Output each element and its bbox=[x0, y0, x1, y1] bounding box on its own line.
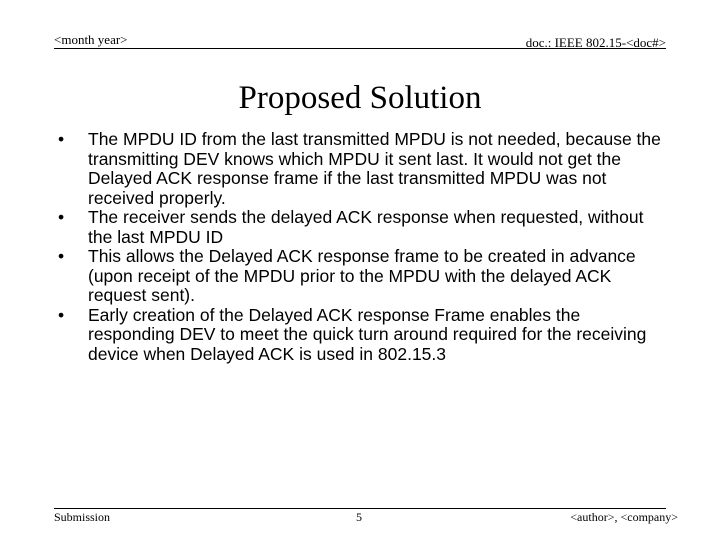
bullet-item bbox=[56, 208, 666, 247]
header-divider bbox=[54, 48, 666, 49]
header-doc-id: doc.: IEEE 802.15-<doc#> bbox=[525, 35, 666, 50]
bullet-text: The MPDU ID from the last transmitted MPDU is not needed, because the transmitting DEV knows which MPDU it sent last. It would not get the Delayed ACK response frame if the last transmitted MPDU was not received properly. bbox=[88, 129, 661, 208]
bullet-list bbox=[56, 130, 666, 364]
page-number: 5 bbox=[356, 510, 362, 524]
slide-title: Proposed Solution bbox=[238, 80, 482, 116]
bullet-text: This allows the Delayed ACK response frame to be created in advance (upon receipt of the MPDU prior to the MPDU with the delayed ACK request sent). bbox=[88, 246, 636, 305]
bullet-text: Early creation of the Delayed ACK response Frame enables the responding DEV to meet the quick turn around required for the receiving device when Delayed ACK is used in 802.15.3 bbox=[88, 304, 647, 364]
bullet-marker: • bbox=[58, 304, 65, 325]
bullet-text: The receiver sends the delayed ACK response when requested, without the last MPDU ID bbox=[88, 207, 644, 247]
header-date: <month year> bbox=[54, 32, 128, 47]
bullet-marker: • bbox=[58, 207, 65, 227]
footer-author: <author>, <company> bbox=[570, 510, 678, 524]
footer-divider bbox=[54, 508, 666, 509]
bullet-item bbox=[56, 130, 666, 208]
bullet-item bbox=[56, 247, 666, 306]
bullet-marker: • bbox=[58, 246, 65, 266]
bullet-marker: • bbox=[58, 129, 65, 149]
footer-submission: Submission bbox=[54, 510, 111, 524]
bullet-item bbox=[56, 306, 666, 365]
